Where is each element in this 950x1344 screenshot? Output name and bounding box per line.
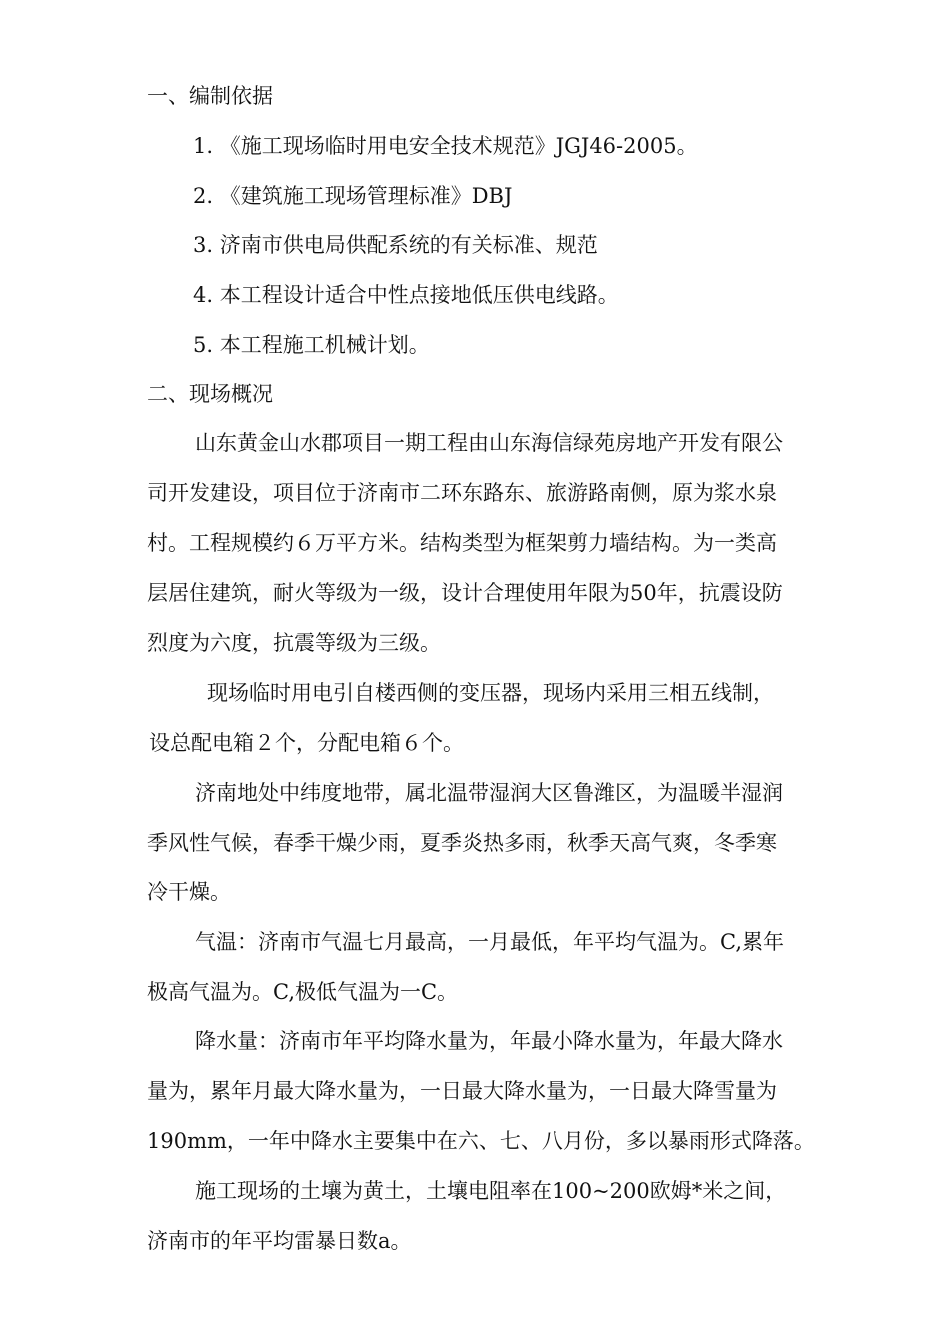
power-paragraph-line: 现场临时用电引自楼西侧的变压器，现场内采用三相五线制， [207, 681, 774, 705]
basis-item-3: 3. 济南市供电局供配系统的有关标准、规范 [193, 233, 598, 257]
climate-paragraph-line: 济南地处中纬度地带，属北温带湿润大区鲁潍区，为温暖半湿润 [195, 781, 783, 805]
overview-paragraph-line: 山东黄金山水郡项目一期工程由山东海信绿苑房地产开发有限公 [195, 431, 783, 455]
section-heading-basis: 一、编制依据 [147, 84, 273, 108]
power-paragraph-line: 设总配电箱２个，分配电箱６个。 [149, 731, 464, 755]
temperature-paragraph-line: 气温：济南市气温七月最高，一月最低，年平均气温为。C,累年 [195, 930, 784, 954]
basis-item-4: 4. 本工程设计适合中性点接地低压供电线路。 [193, 283, 619, 307]
overview-paragraph-line: 司开发建设，项目位于济南市二环东路东、旅游路南侧，原为浆水泉 [147, 481, 777, 505]
section-heading-overview: 二、现场概况 [147, 382, 273, 406]
overview-paragraph-line: 村。工程规模约６万平方米。结构类型为框架剪力墙结构。为一类高 [147, 531, 777, 555]
temperature-paragraph-line: 极高气温为。C,极低气温为一C。 [147, 980, 459, 1004]
precipitation-paragraph-line: 190mm，一年中降水主要集中在六、七、八月份，多以暴雨形式降落。 [147, 1129, 815, 1153]
basis-item-2: 2. 《建筑施工现场管理标准》DBJ [193, 184, 513, 208]
soil-paragraph-line: 济南市的年平均雷暴日数a。 [147, 1229, 412, 1253]
precipitation-paragraph-line: 量为，累年月最大降水量为，一日最大降水量为，一日最大降雪量为 [147, 1079, 777, 1103]
climate-paragraph-line: 冷干燥。 [147, 880, 231, 904]
basis-item-5: 5. 本工程施工机械计划。 [193, 333, 430, 357]
basis-item-1: 1. 《施工现场临时用电安全技术规范》JGJ46-2005。 [193, 134, 698, 158]
soil-paragraph-line: 施工现场的土壤为黄土，土壤电阻率在100~200欧姆*米之间， [195, 1179, 787, 1203]
overview-paragraph-line: 烈度为六度，抗震等级为三级。 [147, 631, 441, 655]
overview-paragraph-line: 层居住建筑，耐火等级为一级，设计合理使用年限为50年，抗震设防 [147, 581, 783, 605]
precipitation-paragraph-line: 降水量：济南市年平均降水量为，年最小降水量为，年最大降水 [195, 1029, 783, 1053]
climate-paragraph-line: 季风性气候，春季干燥少雨，夏季炎热多雨，秋季天高气爽，冬季寒 [147, 831, 777, 855]
